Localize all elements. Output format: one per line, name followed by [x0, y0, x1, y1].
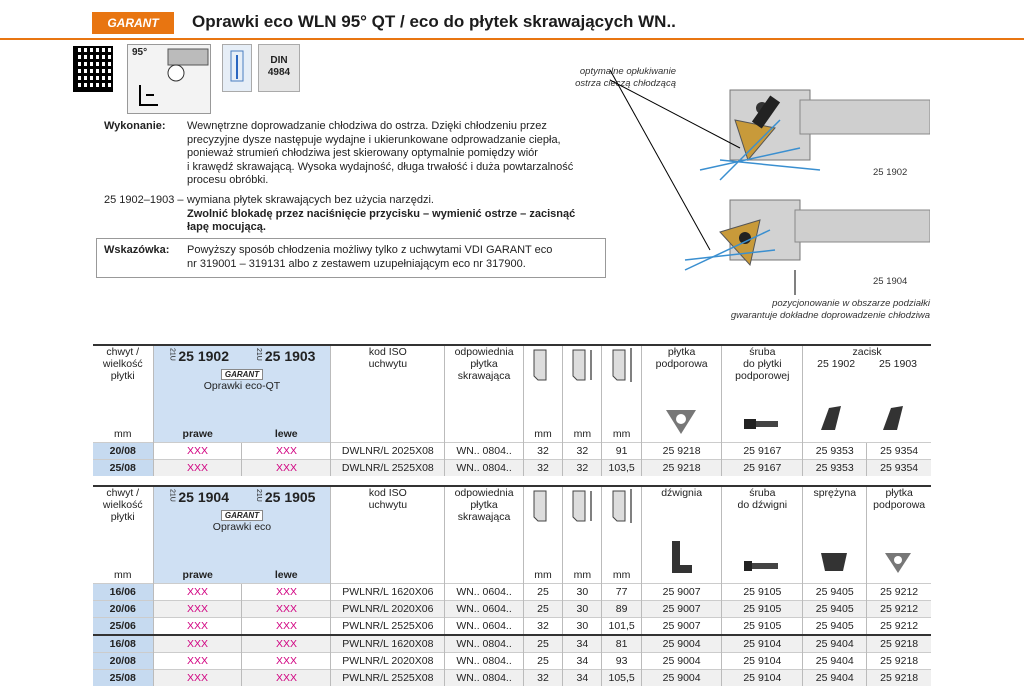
product-group-header — [153, 345, 331, 443]
size-cell: 25/06 — [93, 618, 153, 636]
dim-cell: 32 — [563, 443, 602, 460]
header-text: płytka — [885, 487, 913, 499]
size-cell: 20/06 — [93, 601, 153, 618]
col-b-header — [563, 486, 602, 584]
part-cell: 25 9007 — [641, 601, 722, 618]
part-cell: 25 9212 — [867, 601, 931, 618]
unit-label: mm — [534, 569, 552, 581]
insert-cell: WN.. 0604.. — [445, 584, 524, 601]
col-f-header — [602, 345, 641, 443]
dim-cell: 30 — [563, 584, 602, 601]
din-number: 4984 — [267, 67, 291, 78]
dimension-b-icon — [567, 487, 597, 527]
price-right[interactable]: XXX — [153, 635, 242, 653]
unit-label: mm — [612, 569, 631, 581]
dim-cell: 25 — [523, 601, 562, 618]
insert-cell: WN.. 0604.. — [445, 618, 524, 636]
size-cell: 20/08 — [93, 443, 153, 460]
dim-cell: 25 — [523, 653, 562, 670]
dim-cell: 34 — [563, 635, 602, 653]
article-number: 25 1903 — [264, 348, 316, 364]
range-text — [187, 194, 617, 235]
header-text: dźwignia — [661, 487, 703, 499]
header-divider — [0, 38, 1024, 40]
dim-cell: 105,5 — [602, 670, 641, 687]
part-cell: 25 9105 — [722, 618, 803, 636]
product-group-header — [153, 486, 331, 584]
insert-cell: WN.. 0804.. — [445, 635, 524, 653]
part-cell: 25 9354 — [867, 443, 931, 460]
part-cell: 25 9218 — [867, 670, 931, 687]
hint-text — [187, 244, 602, 271]
iso-cell: PWLNR/L 1620X06 — [331, 584, 445, 601]
part-cell: 25 9004 — [641, 670, 722, 687]
part-cell: 25 9218 — [641, 460, 722, 477]
part-cell: 25 9104 — [722, 653, 803, 670]
product-table-2 — [93, 485, 931, 686]
price-right[interactable]: XXX — [153, 618, 242, 636]
insert-cell: WN.. 0804.. — [445, 443, 524, 460]
dim-cell: 32 — [523, 618, 562, 636]
col-lever-screw-header — [722, 486, 803, 584]
dim-cell: 34 — [563, 653, 602, 670]
hint-line: Powyższy sposób chłodzenia możliwy tylko z uchwytami VDI GARANT eco — [187, 244, 553, 256]
exec-label: Wykonanie: — [104, 120, 166, 132]
size-cell: 25/08 — [93, 670, 153, 687]
part-cell: 25 9104 — [722, 635, 803, 653]
lever-icon — [666, 537, 696, 577]
part-cell: 25 9004 — [641, 653, 722, 670]
iso-cell: PWLNR/L 2020X06 — [331, 601, 445, 618]
dim-cell: 32 — [523, 460, 562, 477]
insert-cell: WN.. 0604.. — [445, 601, 524, 618]
insert-cell: WN.. 0804.. — [445, 653, 524, 670]
header-text: do dźwigni — [737, 499, 788, 511]
range-bold-line: Zwolnić blokadę przez naciśnięcie przycisku – wymienić ostrze – zacisnąć — [187, 207, 576, 220]
garant-logo: GARANT — [92, 12, 174, 34]
part-cell: 25 9167 — [722, 443, 803, 460]
price-right[interactable]: XXX — [153, 653, 242, 670]
header-text: odpowiednia — [454, 346, 514, 358]
dim-cell: 32 — [563, 460, 602, 477]
din-badge — [258, 44, 300, 92]
col-f-header — [602, 486, 641, 584]
insert-cell: WN.. 0804.. — [445, 460, 524, 477]
header-text: płytka — [470, 358, 498, 370]
clamp-icon — [807, 400, 927, 436]
dim-cell: 30 — [563, 601, 602, 618]
header-text: podporowa — [655, 358, 708, 370]
col-iso-header — [331, 486, 445, 584]
screw-icon — [742, 559, 782, 573]
part-cell: 25 9404 — [803, 653, 867, 670]
part-cell: 25 9105 — [722, 584, 803, 601]
col-shim-header — [641, 345, 722, 443]
insert-cell: WN.. 0804.. — [445, 670, 524, 687]
page-title: Oprawki eco WLN 95° QT / eco do płytek skrawających WN.. — [192, 12, 676, 31]
part-cell: 25 9212 — [867, 584, 931, 601]
dim-cell: 81 — [602, 635, 641, 653]
header-text: podporowej — [735, 370, 790, 382]
left-label: lewe — [274, 569, 298, 581]
price-left[interactable]: XXX — [242, 443, 331, 460]
article-number: 25 1904 — [178, 489, 229, 505]
price-right[interactable]: XXX — [153, 601, 242, 618]
header-text: skrawająca — [457, 370, 511, 382]
dim-cell: 30 — [563, 618, 602, 636]
header-text: płytka — [667, 346, 696, 358]
part-cell: 25 9404 — [803, 670, 867, 687]
dim-cell: 101,5 — [602, 618, 641, 636]
clamp-sub-label: 25 1902 — [817, 358, 856, 370]
product-table-1 — [93, 344, 931, 476]
header-text: chwyt / — [106, 346, 140, 358]
price-right[interactable]: XXX — [153, 670, 242, 687]
size-cell: 25/08 — [93, 460, 153, 477]
shim-icon — [883, 549, 913, 575]
dimension-h-icon — [528, 487, 558, 527]
exec-line: Wewnętrzne doprowadzanie chłodziwa do ostrza. Dzięki chłodzeniu przez — [187, 120, 547, 132]
exec-line: ponieważ strumień chłodziwa jest skierowany optymalnie pomiędzy wiór — [187, 147, 538, 159]
din-label: DIN — [270, 55, 288, 66]
unit-label: mm — [573, 428, 592, 440]
article-number: 25 1905 — [264, 489, 316, 505]
price-left[interactable]: XXX — [242, 460, 331, 477]
header-text: chwyt / — [106, 487, 140, 499]
iso-cell: PWLNR/L 2525X08 — [331, 670, 445, 687]
dim-cell: 91 — [602, 443, 641, 460]
iso-cell: PWLNR/L 2525X06 — [331, 618, 445, 636]
range-bold-line: łapę mocującą. — [187, 221, 266, 233]
dimension-h-icon — [528, 346, 558, 386]
col-insert-header — [445, 486, 524, 584]
col-b-header — [563, 345, 602, 443]
prefix-label: 21U — [254, 348, 262, 361]
part-cell: 25 9405 — [803, 618, 867, 636]
part-cell: 25 9004 — [641, 635, 722, 653]
part-cell: 25 9353 — [803, 443, 867, 460]
price-left[interactable]: XXX — [242, 635, 331, 653]
spring-icon — [819, 549, 849, 575]
clamp-sub-label: 25 1903 — [879, 358, 918, 370]
dim-cell: 32 — [523, 443, 562, 460]
dim-cell: 25 — [523, 584, 562, 601]
size-cell: 16/06 — [93, 584, 153, 601]
part-cell: 25 9405 — [803, 584, 867, 601]
header-text: wielkość — [102, 358, 143, 370]
prefix-label: 21U — [168, 348, 176, 361]
caption-line: optymalne opłukiwanie — [579, 66, 676, 77]
header-text: wielkość — [102, 499, 143, 511]
article-number: 25 1902 — [178, 348, 229, 364]
caption-line: pozycjonowanie w obszarze podziałki — [772, 298, 930, 309]
product-name: Oprawki eco — [212, 521, 272, 533]
header-text: podporowa — [873, 499, 926, 511]
range-label: 25 1902–1903 – — [104, 194, 184, 206]
dim-cell: 77 — [602, 584, 641, 601]
part-cell: 25 9007 — [641, 584, 722, 601]
part-cell: 25 9167 — [722, 460, 803, 477]
qr-code-icon[interactable] — [73, 46, 113, 92]
unit-label: mm — [114, 569, 132, 581]
header-text: płytki — [110, 511, 135, 523]
header-text: uchwytu — [368, 358, 408, 370]
prefix-label: 21U — [254, 489, 262, 502]
price-right[interactable]: XXX — [153, 460, 242, 477]
exec-text — [187, 120, 607, 188]
shim-icon — [664, 406, 698, 436]
header-text: śruba — [749, 346, 776, 358]
header-text: płytka — [470, 499, 498, 511]
col-insert-header — [445, 345, 524, 443]
tool-angle-icon — [128, 45, 210, 113]
left-label: lewe — [274, 428, 298, 440]
product-name: Oprawki eco-QT — [203, 380, 281, 392]
price-left[interactable]: XXX — [242, 584, 331, 601]
iso-cell: PWLNR/L 1620X08 — [331, 635, 445, 653]
col-size-header — [93, 486, 153, 584]
part-cell: 25 9007 — [641, 618, 722, 636]
price-right[interactable]: XXX — [153, 584, 242, 601]
size-cell: 20/08 — [93, 653, 153, 670]
unit-label: mm — [114, 428, 132, 440]
tool-images — [600, 60, 930, 300]
image-code-2: 25 1904 — [873, 276, 908, 287]
exec-line: precyzyjne dysze następuje wydajne i ukierunkowane odprowadzanie ciepła, — [187, 133, 561, 146]
dim-cell: 32 — [523, 670, 562, 687]
dim-cell: 34 — [563, 670, 602, 687]
col-spring-header — [803, 486, 867, 584]
part-cell: 25 9212 — [867, 618, 931, 636]
size-cell: 16/08 — [93, 635, 153, 653]
col-iso-header — [331, 345, 445, 443]
header-text: uchwytu — [368, 499, 408, 511]
dim-cell: 93 — [602, 653, 641, 670]
header-text: do płytki — [743, 358, 782, 370]
caption-bottom — [700, 298, 930, 322]
dim-cell: 89 — [602, 601, 641, 618]
col-clamp-header — [803, 345, 931, 443]
dimension-f-icon — [607, 487, 637, 527]
price-left[interactable]: XXX — [242, 618, 331, 636]
part-cell: 25 9104 — [722, 670, 803, 687]
iso-cell: DWLNR/L 2525X08 — [331, 460, 445, 477]
price-left[interactable]: XXX — [242, 653, 331, 670]
dimension-f-icon — [607, 346, 637, 386]
screw-icon — [742, 416, 782, 432]
iso-cell: PWLNR/L 2020X08 — [331, 653, 445, 670]
header-text: śruba — [749, 487, 776, 499]
part-cell: 25 9105 — [722, 601, 803, 618]
part-cell: 25 9354 — [867, 460, 931, 477]
caption-line: ostrza cieczą chłodzącą — [575, 78, 676, 89]
part-cell: 25 9218 — [641, 443, 722, 460]
col-screw-header — [722, 345, 803, 443]
caption-line: gwarantuje dokładne doprowadzenie chłodziwa — [730, 310, 930, 321]
angle-label: 95° — [132, 47, 148, 58]
part-cell: 25 9353 — [803, 460, 867, 477]
col-lever-header — [641, 486, 722, 584]
right-label: prawe — [182, 428, 213, 440]
header-text: płytki — [110, 370, 135, 382]
unit-label: mm — [534, 428, 552, 440]
dim-cell: 103,5 — [602, 460, 641, 477]
header-text: kod ISO — [368, 346, 407, 358]
col-size-header — [93, 345, 153, 443]
unit-label: mm — [573, 569, 592, 581]
col-h-header — [523, 486, 562, 584]
hint-label: Wskazówka: — [104, 244, 170, 256]
dim-cell: 25 — [523, 635, 562, 653]
exec-line: procesu obróbki. — [187, 174, 269, 186]
price-left[interactable]: XXX — [242, 670, 331, 687]
header-text: odpowiednia — [454, 487, 514, 499]
part-cell: 25 9218 — [867, 635, 931, 653]
part-cell: 25 9218 — [867, 653, 931, 670]
part-cell: 25 9405 — [803, 601, 867, 618]
price-right[interactable]: XXX — [153, 443, 242, 460]
iso-cell: DWLNR/L 2025X08 — [331, 443, 445, 460]
angle-pictogram — [127, 44, 211, 114]
hint-line: nr 319001 – 319131 albo z zestawem uzupełniającym eco nr 317900. — [187, 257, 526, 270]
header-text: skrawająca — [457, 511, 511, 523]
header-text: kod ISO — [368, 487, 407, 499]
garant-badge: GARANT — [221, 369, 263, 380]
header-text: zacisk — [852, 346, 882, 358]
exec-line: i krawędź skrawającą. Wysoka wydajność, długa trwałość i duża powtarzalność — [187, 160, 574, 173]
header-text: sprężyna — [813, 487, 857, 499]
coolant-icon — [222, 44, 252, 92]
right-label: prawe — [182, 569, 213, 581]
unit-label: mm — [612, 428, 631, 440]
part-cell: 25 9404 — [803, 635, 867, 653]
garant-badge: GARANT — [221, 510, 263, 521]
price-left[interactable]: XXX — [242, 601, 331, 618]
prefix-label: 21U — [168, 489, 176, 502]
image-code-1: 25 1902 — [873, 167, 908, 178]
col-h-header — [523, 345, 562, 443]
dimension-b-icon — [567, 346, 597, 386]
range-line: wymiana płytek skrawających bez użycia narzędzi. — [187, 194, 434, 206]
col-shim-header — [867, 486, 931, 584]
